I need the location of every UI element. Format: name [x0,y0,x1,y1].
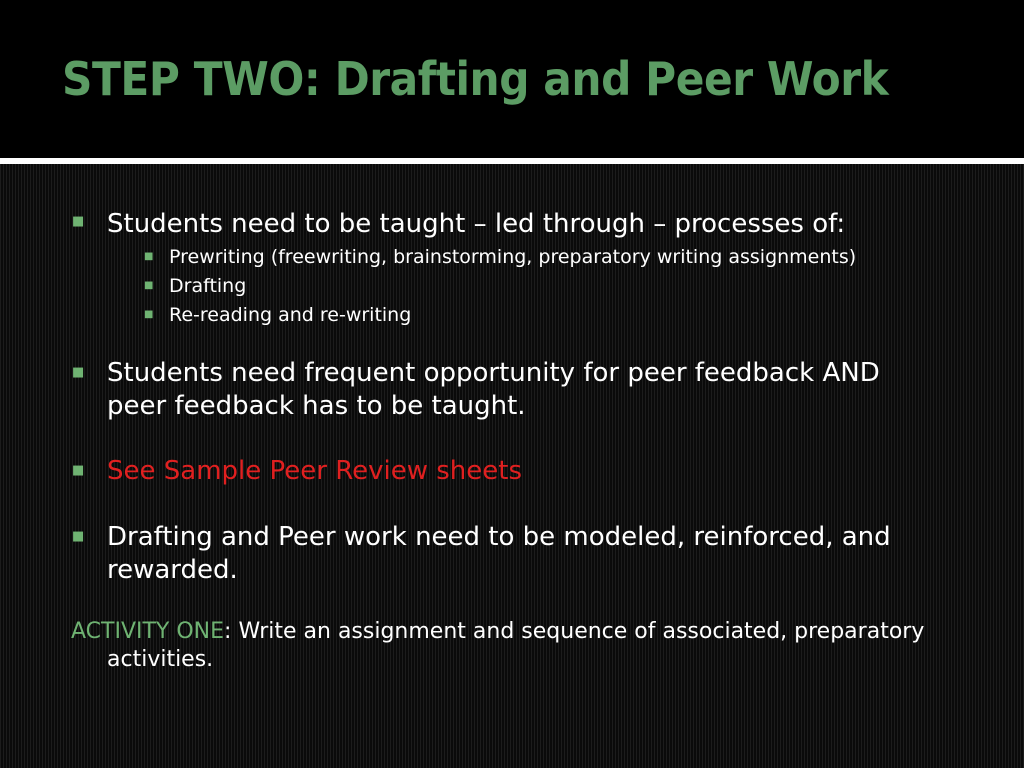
square-bullet-icon: ■ [72,463,85,478]
activity-line [71,618,924,646]
peer-review-sheets-link[interactable]: See Sample Peer Review sheets [107,456,522,486]
sub-item-prewriting: Prewriting (freewriting, brainstorming, preparatory writing assignments) [169,246,857,268]
slide-title: STEP TWO: Drafting and Peer Work [62,52,889,106]
square-bullet-icon: ■ [72,529,85,544]
activity-label: ACTIVITY ONE [71,619,225,644]
small-square-bullet-icon: ■ [144,309,154,320]
bullet-4-text-line2: rewarded. [107,555,238,585]
bullet-2-text-line2: peer feedback has to be taught. [107,391,526,421]
bullet-2-text-line1: Students need frequent opportunity for peer feedback AND [107,358,880,388]
activity-text: : Write an assignment and sequence of associated, preparatory [224,619,925,644]
small-square-bullet-icon: ■ [144,251,154,262]
bullet-1-text: Students need to be taught – led through – processes of: [107,209,846,239]
sub-item-drafting: Drafting [169,275,247,297]
square-bullet-icon: ■ [72,365,85,380]
square-bullet-icon: ■ [72,214,85,229]
small-square-bullet-icon: ■ [144,280,154,291]
bullet-4-text-line1: Drafting and Peer work need to be modeled, reinforced, and [107,522,891,552]
sub-item-rereading: Re-reading and re-writing [169,304,412,326]
title-band [0,0,1024,158]
activity-line-2: activities. [107,647,214,672]
